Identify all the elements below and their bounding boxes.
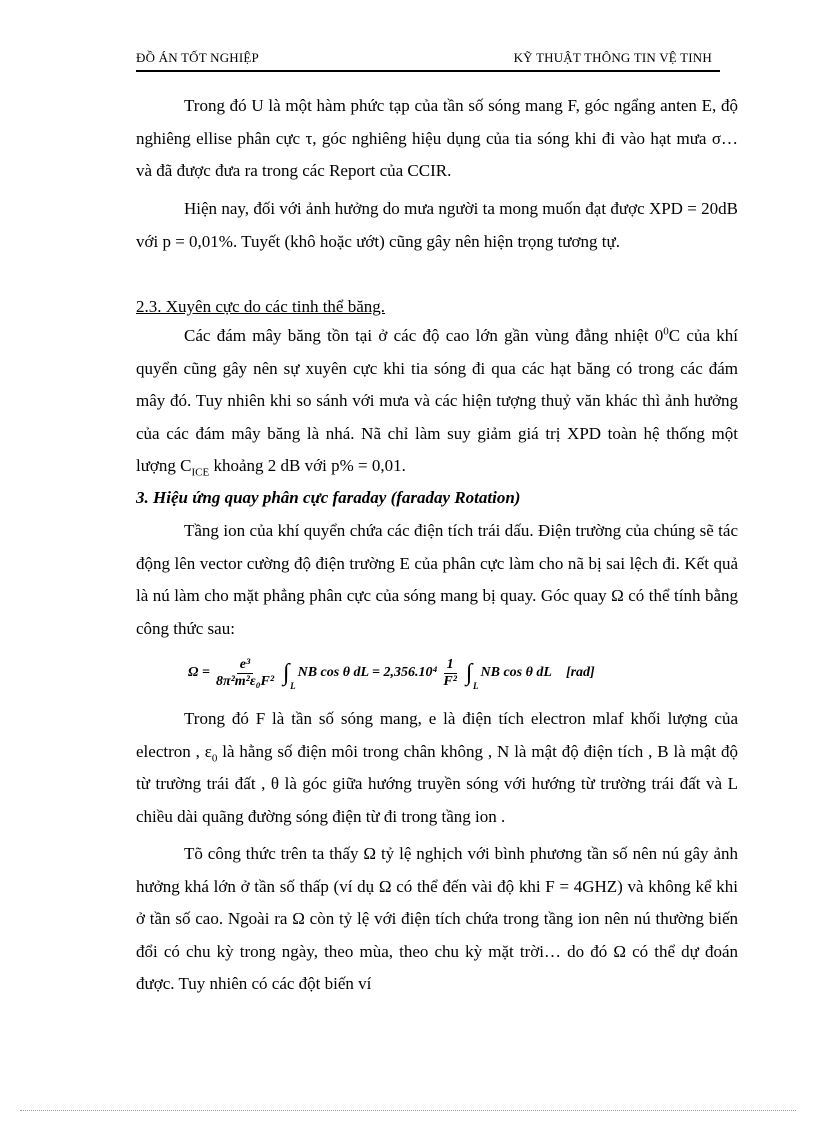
ice-subscript: ICE xyxy=(191,466,210,479)
formula-unit: [rad] xyxy=(565,665,595,680)
integral-1-limit: L xyxy=(290,681,296,691)
paragraph-5 xyxy=(136,703,738,833)
fraction-1-denominator: 8π²m²ε₀F² xyxy=(215,673,275,689)
paragraph-3-part-b: C của khí quyển cũng gây nên sự xuyên cực khi tia sóng đi qua các hạt băng có trong các đám mây đó. Tuy nhiên khi so sánh với mưa và các hiện tượng thuỷ văn khác thì ảnh hưởng của các đám mây băng là nhá. Nã chỉ làm suy giảm giá trị XPD toàn hệ thống một lượng C xyxy=(136,326,738,476)
paragraph-5-part-a: Trong đó F là tần số sóng mang, e là điện tích electron mlaf khối lượng của electron , ε xyxy=(136,709,738,761)
formula-lhs: Ω = xyxy=(188,665,210,680)
footer-dotted-line xyxy=(20,1110,796,1111)
faraday-rotation-formula xyxy=(188,648,595,698)
page-header xyxy=(136,44,720,72)
paragraph-2: Hiện nay, đối với ảnh hưởng do mưa người ta mong muốn đạt được XPD = 20dB với p = 0,01%. Tuyết (khô hoặc ướt) cũng gây nên hiện trọng tương tự. xyxy=(136,199,738,251)
formula-fraction-2 xyxy=(440,657,460,690)
fraction-2-numerator: 1 xyxy=(444,657,457,674)
paragraph-4: Tầng ion của khí quyển chứa các điện tích trái dấu. Điện trường của chúng sẽ tác động lên vector cường độ điện trường E của phân cực làm cho nã bị sai lệch đi. Kết quả là nú làm cho mặt phẳng phân cực của sóng mang bị quay. Góc quay Ω có thể tính bằng công thức sau: xyxy=(136,521,738,638)
section-heading-3: 3. Hiệu ứng quay phân cực faraday (faraday Rotation) xyxy=(136,488,521,507)
paragraph-6: Tõ công thức trên ta thấy Ω tỷ lệ nghịch với bình phương tần số nên nú gây ảnh hưởng khá lớn ở tần số thấp (ví dụ Ω có thể đến vài độ khi F = 4GHZ) và không kể khi ở tần số cao. Ngoài ra Ω còn tỷ lệ với điện tích chứa trong tầng ion nên nú thường biến đổi có chu kỳ trong ngày, theo mùa, theo chu kỳ mặt trời… do đó Ω có thể dự đoán được. Tuy nhiên có các đột biến ví xyxy=(136,844,738,994)
integral-2-limit: L xyxy=(473,681,479,691)
integral-sign-1: ∫ L xyxy=(283,660,296,691)
section-heading-2-3: 2.3. Xuyên cực do các tinh thể băng. xyxy=(136,297,386,316)
paragraph-3-part-c: khoảng 2 dB với p% = 0,01. xyxy=(209,456,406,476)
paragraph-3 xyxy=(136,320,738,483)
fraction-2-denominator: F² xyxy=(443,673,457,689)
header-right-title: KỸ THUẬT THÔNG TIN VỆ TINH xyxy=(513,50,712,65)
header-left-title: ĐỒ ÁN TỐT NGHIỆP xyxy=(136,50,259,65)
epsilon-subscript: 0 xyxy=(211,751,218,764)
paragraph-5-part-b: là hằng số điện môi trong chân không , N là mật độ điện tích , B là mật độ từ trường trái đất , θ là góc giữa hướng truyền sóng với hướng từ trường trái đất và L chiều dài quãng đường sóng điện từ đi trong tầng ion . xyxy=(136,741,738,826)
degree-superscript: 0 xyxy=(663,325,669,338)
formula-integrand-1: NB cos θ dL = 2,356.10⁴ xyxy=(297,665,438,680)
formula-integrand-2: NB cos θ dL xyxy=(480,665,552,680)
paragraph-1: Trong đó U là một hàm phức tạp của tần số sóng mang F, góc ngẩng anten E, độ nghiêng ellise phân cực τ, góc nghiêng hiệu dụng của tia sóng khi đi vào hạt mưa σ… và đã được đưa ra trong các Report của CCIR. xyxy=(136,96,738,181)
formula-fraction-1 xyxy=(213,657,277,690)
paragraph-3-part-a: Các đám mây băng tồn tại ở các độ cao lớn gần vùng đẳng nhiệt 0 xyxy=(184,326,664,345)
fraction-1-numerator: e³ xyxy=(237,657,253,674)
integral-sign-2: ∫ L xyxy=(465,660,479,691)
